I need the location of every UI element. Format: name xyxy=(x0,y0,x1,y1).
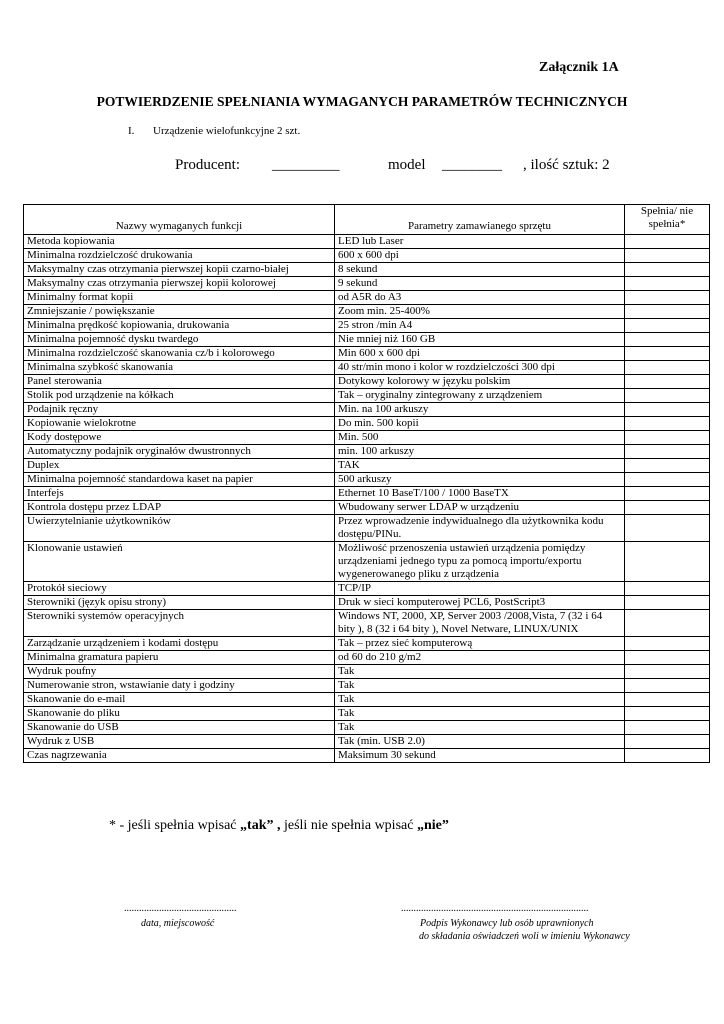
function-name-cell: Minimalna szybkość skanowania xyxy=(24,361,335,375)
parameter-cell: Przez wprowadzenie indywidualnego dla użytkownika kodu dostępu/PINu. xyxy=(335,515,625,542)
table-row xyxy=(24,375,710,389)
parameter-cell: Dotykowy kolorowy w języku polskim xyxy=(335,375,625,389)
compliance-cell[interactable] xyxy=(625,347,710,361)
header-compliance: Spełnia/ nie spełnia* xyxy=(625,205,710,235)
table-row xyxy=(24,473,710,487)
table-row xyxy=(24,277,710,291)
section-number: I. xyxy=(128,125,135,137)
function-name-cell: Minimalna pojemność dysku twardego xyxy=(24,333,335,347)
compliance-cell[interactable] xyxy=(625,651,710,665)
producer-blank[interactable]: _________ xyxy=(272,157,340,173)
footnote-tak: „tak” , xyxy=(240,818,281,833)
parameter-cell: 8 sekund xyxy=(335,263,625,277)
function-name-cell: Sterowniki systemów operacyjnych xyxy=(24,610,335,637)
table-row xyxy=(24,707,710,721)
function-name-cell: Minimalna rozdzielczość drukowania xyxy=(24,249,335,263)
function-name-cell: Czas nagrzewania xyxy=(24,749,335,763)
compliance-cell[interactable] xyxy=(625,473,710,487)
compliance-cell[interactable] xyxy=(625,375,710,389)
spec-table xyxy=(23,204,710,763)
parameter-cell: TCP/IP xyxy=(335,582,625,596)
table-row xyxy=(24,637,710,651)
parameter-cell: Wbudowany serwer LDAP w urządzeniu xyxy=(335,501,625,515)
parameter-cell: 500 arkuszy xyxy=(335,473,625,487)
compliance-cell[interactable] xyxy=(625,249,710,263)
parameter-cell: 40 str/min mono i kolor w rozdzielczości 300 dpi xyxy=(335,361,625,375)
compliance-cell[interactable] xyxy=(625,361,710,375)
function-name-cell: Kody dostępowe xyxy=(24,431,335,445)
signature-label-line1: Podpis Wykonawcy lub osób uprawnionych xyxy=(420,918,594,929)
compliance-cell[interactable] xyxy=(625,515,710,542)
compliance-cell[interactable] xyxy=(625,707,710,721)
producer-label: Producent: xyxy=(175,157,240,173)
table-row xyxy=(24,721,710,735)
parameter-cell: Druk w sieci komputerowej PCL6, PostScript3 xyxy=(335,596,625,610)
compliance-cell[interactable] xyxy=(625,582,710,596)
parameter-cell: od 60 do 210 g/m2 xyxy=(335,651,625,665)
table-row xyxy=(24,291,710,305)
date-place-line[interactable]: ............................................. xyxy=(124,903,237,914)
parameter-cell: Zoom min. 25-400% xyxy=(335,305,625,319)
function-name-cell: Maksymalny czas otrzymania pierwszej kopii kolorowej xyxy=(24,277,335,291)
footnote xyxy=(109,818,449,834)
compliance-cell[interactable] xyxy=(625,487,710,501)
function-name-cell: Minimalna rozdzielczość skanowania cz/b i kolorowego xyxy=(24,347,335,361)
parameter-cell: LED lub Laser xyxy=(335,235,625,249)
table-row xyxy=(24,263,710,277)
function-name-cell: Wydruk z USB xyxy=(24,735,335,749)
date-place-label: data, miejscowość xyxy=(141,918,215,929)
compliance-cell[interactable] xyxy=(625,610,710,637)
annex-label: Załącznik 1A xyxy=(539,60,619,75)
compliance-cell[interactable] xyxy=(625,403,710,417)
parameter-cell: Tak – oryginalny zintegrowany z urządzeniem xyxy=(335,389,625,403)
table-row xyxy=(24,235,710,249)
function-name-cell: Uwierzytelnianie użytkowników xyxy=(24,515,335,542)
compliance-cell[interactable] xyxy=(625,445,710,459)
model-label: model xyxy=(388,157,426,173)
table-header-row xyxy=(24,205,710,235)
table-row xyxy=(24,651,710,665)
parameter-cell: Możliwość przenoszenia ustawień urządzenia pomiędzy urządzeniami jednego typu za pomocą importu/exportu wygenerowanego pliku z urządzenia xyxy=(335,542,625,582)
table-row xyxy=(24,515,710,542)
table-row xyxy=(24,417,710,431)
function-name-cell: Wydruk poufny xyxy=(24,665,335,679)
function-name-cell: Duplex xyxy=(24,459,335,473)
table-row xyxy=(24,487,710,501)
compliance-cell[interactable] xyxy=(625,721,710,735)
function-name-cell: Minimalny format kopii xyxy=(24,291,335,305)
function-name-cell: Panel sterowania xyxy=(24,375,335,389)
parameter-cell: Min. 500 xyxy=(335,431,625,445)
function-name-cell: Numerowanie stron, wstawianie daty i godziny xyxy=(24,679,335,693)
compliance-cell[interactable] xyxy=(625,263,710,277)
parameter-cell: min. 100 arkuszy xyxy=(335,445,625,459)
table-row xyxy=(24,361,710,375)
function-name-cell: Interfejs xyxy=(24,487,335,501)
table-row xyxy=(24,679,710,693)
parameter-cell: Do min. 500 kopii xyxy=(335,417,625,431)
table-row xyxy=(24,501,710,515)
compliance-cell[interactable] xyxy=(625,459,710,473)
compliance-cell[interactable] xyxy=(625,431,710,445)
parameter-cell: Nie mniej niż 160 GB xyxy=(335,333,625,347)
compliance-cell[interactable] xyxy=(625,235,710,249)
parameter-cell: Windows NT, 2000, XP, Server 2003 /2008,Vista, 7 (32 i 64 bity ), 8 (32 i 64 bity ), Novel Netware, LINUX/UNIX xyxy=(335,610,625,637)
section-heading xyxy=(128,125,300,137)
section-text: Urządzenie wielofunkcyjne 2 szt. xyxy=(153,125,301,137)
parameter-cell: Tak xyxy=(335,693,625,707)
table-row xyxy=(24,735,710,749)
compliance-cell[interactable] xyxy=(625,389,710,403)
function-name-cell: Zmniejszanie / powiększanie xyxy=(24,305,335,319)
parameter-cell: 9 sekund xyxy=(335,277,625,291)
parameter-cell: od A5R do A3 xyxy=(335,291,625,305)
parameter-cell: Min 600 x 600 dpi xyxy=(335,347,625,361)
parameter-cell: Tak xyxy=(335,665,625,679)
compliance-cell[interactable] xyxy=(625,291,710,305)
parameter-cell: Tak xyxy=(335,679,625,693)
compliance-cell[interactable] xyxy=(625,693,710,707)
compliance-cell[interactable] xyxy=(625,305,710,319)
table-row xyxy=(24,319,710,333)
parameter-cell: 600 x 600 dpi xyxy=(335,249,625,263)
function-name-cell: Kopiowanie wielokrotne xyxy=(24,417,335,431)
parameter-cell: TAK xyxy=(335,459,625,473)
compliance-cell[interactable] xyxy=(625,596,710,610)
compliance-cell[interactable] xyxy=(625,417,710,431)
parameter-cell: Tak xyxy=(335,707,625,721)
function-name-cell: Podajnik ręczny xyxy=(24,403,335,417)
footnote-prefix: * - jeśli spełnia wpisać xyxy=(109,818,241,833)
signature-line[interactable]: ........................................................................... xyxy=(401,903,589,914)
parameter-cell: Tak xyxy=(335,721,625,735)
parameter-cell: Tak (min. USB 2.0) xyxy=(335,735,625,749)
table-row xyxy=(24,749,710,763)
table-row xyxy=(24,431,710,445)
footnote-nie: „nie” xyxy=(416,818,449,833)
header-function-names: Nazwy wymaganych funkcji xyxy=(24,205,335,235)
table-row xyxy=(24,459,710,473)
parameter-cell: Ethernet 10 BaseT/100 / 1000 BaseTX xyxy=(335,487,625,501)
function-name-cell: Skanowanie do USB xyxy=(24,721,335,735)
table-row xyxy=(24,596,710,610)
table-row xyxy=(24,249,710,263)
compliance-cell[interactable] xyxy=(625,637,710,651)
model-blank[interactable]: ________ xyxy=(442,157,502,173)
compliance-cell[interactable] xyxy=(625,319,710,333)
function-name-cell: Sterowniki (język opisu strony) xyxy=(24,596,335,610)
function-name-cell: Protokół sieciowy xyxy=(24,582,335,596)
table-row xyxy=(24,305,710,319)
header-parameters: Parametry zamawianego sprzętu xyxy=(335,205,625,235)
table-row xyxy=(24,347,710,361)
compliance-cell[interactable] xyxy=(625,333,710,347)
table-row xyxy=(24,542,710,582)
quantity-label: , ilość sztuk: 2 xyxy=(523,157,610,173)
table-row xyxy=(24,665,710,679)
table-row xyxy=(24,403,710,417)
function-name-cell: Automatyczny podajnik oryginałów dwustronnych xyxy=(24,445,335,459)
spec-table-body xyxy=(24,235,710,763)
function-name-cell: Minimalna gramatura papieru xyxy=(24,651,335,665)
parameter-cell: Maksimum 30 sekund xyxy=(335,749,625,763)
signature-label-line2: do składania oświadczeń woli w imieniu Wykonawcy xyxy=(419,931,630,942)
compliance-cell[interactable] xyxy=(625,665,710,679)
compliance-cell[interactable] xyxy=(625,501,710,515)
function-name-cell: Minimalna prędkość kopiowania, drukowania xyxy=(24,319,335,333)
function-name-cell: Metoda kopiowania xyxy=(24,235,335,249)
table-row xyxy=(24,333,710,347)
footnote-middle: jeśli nie spełnia wpisać xyxy=(280,818,417,833)
compliance-cell[interactable] xyxy=(625,277,710,291)
table-row xyxy=(24,582,710,596)
table-row xyxy=(24,389,710,403)
parameter-cell: Tak – przez sieć komputerową xyxy=(335,637,625,651)
function-name-cell: Skanowanie do e-mail xyxy=(24,693,335,707)
table-row xyxy=(24,693,710,707)
compliance-cell[interactable] xyxy=(625,735,710,749)
function-name-cell: Maksymalny czas otrzymania pierwszej kopii czarno-białej xyxy=(24,263,335,277)
function-name-cell: Kontrola dostępu przez LDAP xyxy=(24,501,335,515)
function-name-cell: Zarządzanie urządzeniem i kodami dostępu xyxy=(24,637,335,651)
table-row xyxy=(24,610,710,637)
parameter-cell: Min. na 100 arkuszy xyxy=(335,403,625,417)
parameter-cell: 25 stron /min A4 xyxy=(335,319,625,333)
table-row xyxy=(24,445,710,459)
function-name-cell: Stolik pod urządzenie na kółkach xyxy=(24,389,335,403)
function-name-cell: Klonowanie ustawień xyxy=(24,542,335,582)
compliance-cell[interactable] xyxy=(625,542,710,582)
compliance-cell[interactable] xyxy=(625,749,710,763)
function-name-cell: Skanowanie do pliku xyxy=(24,707,335,721)
function-name-cell: Minimalna pojemność standardowa kaset na papier xyxy=(24,473,335,487)
document-title: POTWIERDZENIE SPEŁNIANIA WYMAGANYCH PARAMETRÓW TECHNICZNYCH xyxy=(96,94,628,109)
compliance-cell[interactable] xyxy=(625,679,710,693)
